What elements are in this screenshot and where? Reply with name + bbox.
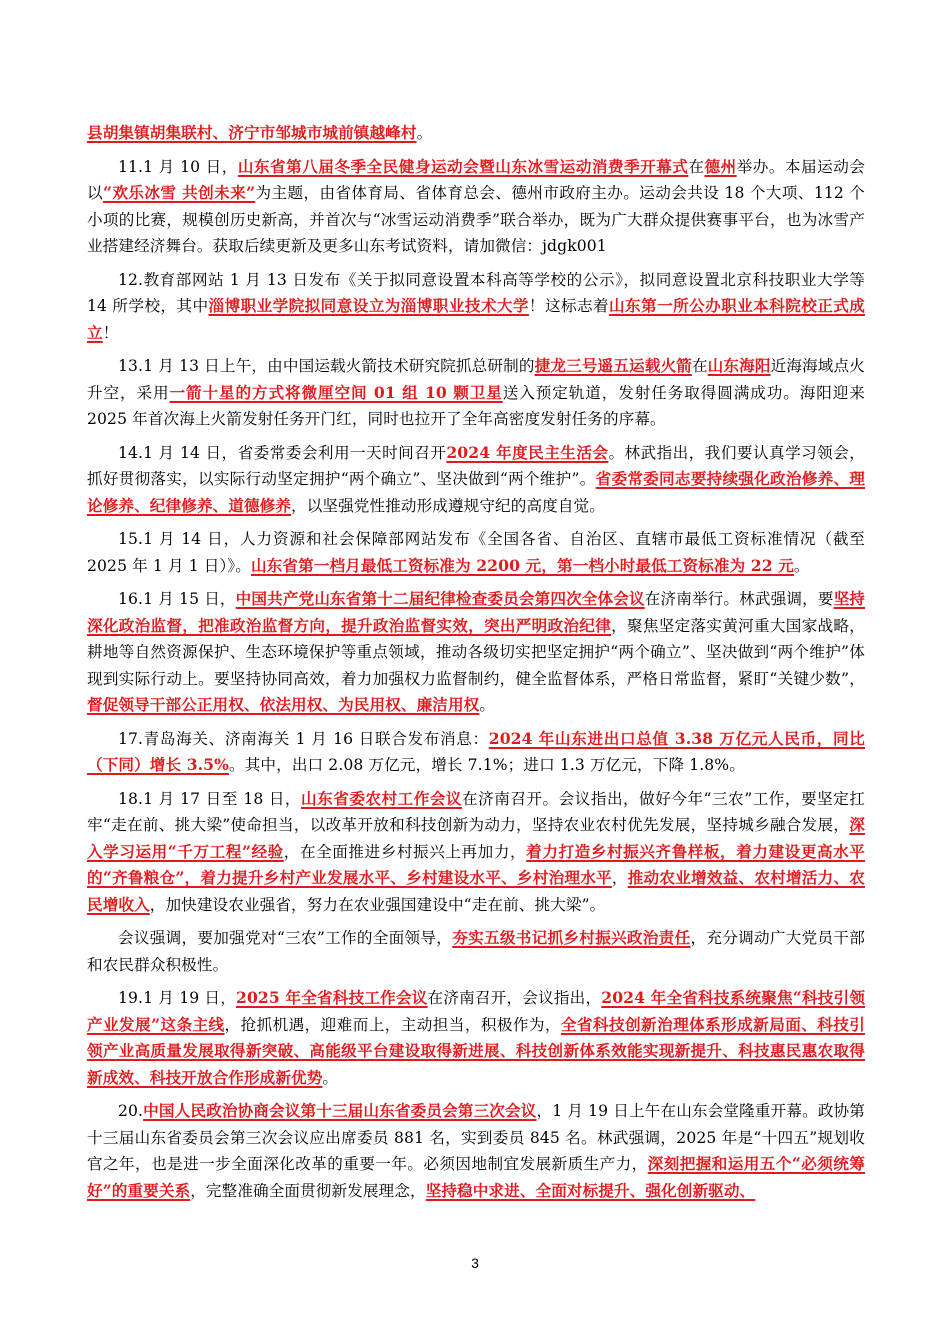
- paragraph: [87, 726, 865, 779]
- body-text: ，1 月 19 日上午在山东会堂隆重开幕。政协第十三届山东省委员会第三次会议应出席委员 881 名，实到委员 845 名。林武强调，2025 年是“十四五”规划收官之年，也是进一步全面深化改革的重要一年。必须因地制宜发展新质生产力，: [87, 1102, 865, 1173]
- highlighted-key-point: 德州: [704, 156, 737, 176]
- body-text: 11.1 月 10 日，: [118, 157, 238, 176]
- highlighted-key-point: 2025 年全省科技工作会议: [236, 988, 428, 1007]
- paragraph: [87, 526, 865, 579]
- paragraph: [87, 786, 865, 919]
- body-text: 14.1 月 14 日，省委常委会利用一天时间召开: [118, 443, 447, 462]
- body-text: ，以坚强党性推动形成遵规守纪的高度自觉。: [291, 496, 605, 515]
- body-text: 12.教育部网站 1 月 13 日发布《关于拟同意设置本科高等学校的公示》，拟同意设置北京科技职业大学等 14 所学校，其中: [87, 270, 865, 315]
- highlighted-key-point: 山东海阳: [707, 356, 771, 375]
- highlighted-key-point: 2024 年全省科技系统聚焦“科技引领产业发展”这条主线: [87, 988, 866, 1034]
- paragraph: [87, 440, 865, 520]
- body-text: 在济南召开。会议指出，做好今年“三农”工作，要坚定扛牢“走在前、挑大梁”使命担当，以改革开放和科技创新为动力，坚持农业农村优先发展，坚持城乡融合发展，: [87, 789, 865, 834]
- body-text: ，充分调动广大党员干部和农民群众积极性。: [87, 929, 865, 974]
- body-text: 。: [479, 696, 496, 714]
- body-text: 在济南举行。林武强调，要: [644, 590, 834, 608]
- body-text: ，在全面推进乡村振兴上再加力，: [283, 842, 527, 861]
- highlighted-key-point: 深刻把握和运用五个“必须统筹好”的重要关系: [87, 1154, 865, 1200]
- body-text: ，加快建设农业强省，努力在农业强国建设中“走在前、挑大梁”。: [149, 895, 606, 914]
- paragraph: [87, 154, 865, 260]
- highlighted-key-point: 一箭十星的方式将微厘空间 01 组 10 颗卫星: [169, 382, 503, 402]
- highlighted-key-point: 2024 年度民主生活会: [446, 442, 609, 462]
- highlighted-key-point: 山东第一所公办职业本科院校正式成立: [87, 296, 865, 342]
- body-text: 。林武指出，我们要认真学习领会，抓好贯彻落实，以实际行动坚定拥护“两个确立”、坚决做到“两个维护”。: [87, 443, 865, 488]
- body-text: 。: [416, 124, 433, 142]
- paragraph: [87, 586, 865, 719]
- highlighted-key-point: 推动农业增效益、农村增活力、农民增收入: [87, 868, 865, 914]
- body-text: 为主题，由省体育局、省体育总会、德州市政府主办。运动会共设 18 个大项、112 个小项的比赛，规模创历史新高，并首次与“冰雪运动消费季”联合举办，既为广大群众提供赛事平台，也为冰雪产业搭建经济舞台。获取后续更新及更多山东考试资料，请加微信：jdgk001: [87, 184, 865, 255]
- body-text: ！这标志着: [528, 297, 610, 315]
- body-text: 16.1 月 15 日，: [118, 590, 236, 608]
- paragraph: [87, 1098, 865, 1204]
- highlighted-key-point: “欢乐冰雪 共创未来”: [103, 183, 256, 202]
- paragraph: [87, 353, 865, 433]
- body-text: ，完整准确全面贯彻新发展理念，: [190, 1181, 426, 1200]
- body-text: 在济南召开，会议指出，: [427, 989, 602, 1007]
- highlighted-key-point: 县胡集镇胡集联村、济宁市邹城市城前镇越峰村: [87, 123, 417, 142]
- highlighted-key-point: 中国共产党山东省第十二届纪律检查委员会第四次全体会议: [235, 589, 645, 608]
- highlighted-key-point: 中国人民政治协商会议第十三届山东省委员会第三次会议: [143, 1101, 537, 1120]
- highlighted-key-point: 山东省委农村工作会议: [301, 788, 463, 808]
- highlighted-key-point: 全省科技创新治理体系形成新局面、科技引领产业高质量发展取得新突破、高能级平台建设取得新进展、科技创新体系效能实现新提升、科技惠民惠农取得新成效、科技开放合作形成新优势: [87, 1014, 865, 1087]
- paragraph: [87, 267, 865, 347]
- highlighted-key-point: 省委常委同志要持续强化政治修养、理论修养、纪律修养、道德修养: [87, 469, 865, 515]
- body-text: ，抢抓机遇，迎难而上，主动担当，积极作为，: [224, 1015, 561, 1034]
- body-text: 送入预定轨道，发射任务取得圆满成功。海阳迎来 2025 年首次海上火箭发射任务开门红，同时也拉开了全年高密度发射任务的序幕。: [87, 383, 865, 428]
- body-text: 举办。本届运动会以: [87, 157, 865, 202]
- body-text: 在: [691, 357, 708, 375]
- page-number: 3: [471, 1255, 479, 1271]
- highlighted-key-point: 淄博职业学院拟同意设立为淄博职业技术大学: [208, 296, 529, 315]
- paragraph: [87, 120, 865, 147]
- body-text: 13.1 月 13 日上午，由中国运载火箭技术研究院抓总研制的: [118, 357, 535, 375]
- highlighted-key-point: 督促领导干部公正用权、依法用权、为民用权、廉洁用权: [87, 695, 480, 714]
- body-text: 。: [793, 556, 810, 575]
- body-text: 19.1 月 19 日，: [118, 989, 236, 1007]
- body-text: ！: [102, 323, 119, 342]
- highlighted-key-point: 2024 年山东进出口总值 3.38 万亿元人民币，同比（下同）增长 3.5%: [87, 728, 865, 774]
- body-text: ，聚焦坚定落实黄河重大国家战略，耕地等自然资源保护、生态环境保护等重点领域，推动各级切实把坚定拥护“两个确立”、坚决做到“两个维护”体现到实际行动上。要坚持协同高效，着力加强权力监督制约，健全监督体系，严格日常监督，紧盯“关键少数”，: [87, 616, 865, 688]
- highlighted-key-point: 山东省第一档月最低工资标准为 2200 元，第一档小时最低工资标准为 22 元: [250, 555, 794, 575]
- body-text: 在: [688, 157, 705, 176]
- body-text: 。其中，出口 2.08 万亿元，增长 7.1%；进口 1.3 万亿元，下降 1.8%。: [229, 756, 745, 774]
- paragraph: [87, 925, 865, 978]
- highlighted-key-point: 着力打造乡村振兴齐鲁样板，着力建设更高水平的“齐鲁粮仓”，着力提升乡村产业发展水平、乡村建设水平、乡村治理水平: [87, 841, 865, 887]
- body-text: 20.: [118, 1102, 144, 1120]
- body-text: 近海海域点火升空，采用: [87, 357, 865, 402]
- document-body: [87, 120, 865, 1211]
- body-text: 18.1 月 17 日至 18 日，: [118, 789, 302, 808]
- body-text: 15.1 月 14 日，人力资源和社会保障部网站发布《全国各省、自治区、直辖市最低工资标准情况（截至 2025 年 1 月 1 日）》。: [87, 530, 865, 575]
- body-text: 。: [322, 1068, 339, 1087]
- body-text: 17.青岛海关、济南海关 1 月 16 日联合发布消息：: [118, 729, 489, 748]
- body-text: 会议强调，要加强党对“三农”工作的全面领导，: [118, 929, 453, 947]
- highlighted-key-point: 夯实五级书记抓乡村振兴政治责任: [452, 928, 691, 947]
- highlighted-key-point: 坚持深化政治监督，把准政治监督方向，提升政治监督实效，突出严明政治纪律: [87, 589, 865, 635]
- highlighted-key-point: 捷龙三号遥五运载火箭: [534, 356, 692, 375]
- paragraph: [87, 985, 865, 1091]
- body-text: ，: [611, 869, 628, 887]
- highlighted-key-point: 山东省第八届冬季全民健身运动会暨山东冰雪运动消费季开幕式: [237, 156, 689, 176]
- highlighted-key-point: 深入学习运用“千万工程”经验: [87, 815, 865, 861]
- highlighted-key-point: 坚持稳中求进、全面对标提升、强化创新驱动、: [425, 1180, 756, 1200]
